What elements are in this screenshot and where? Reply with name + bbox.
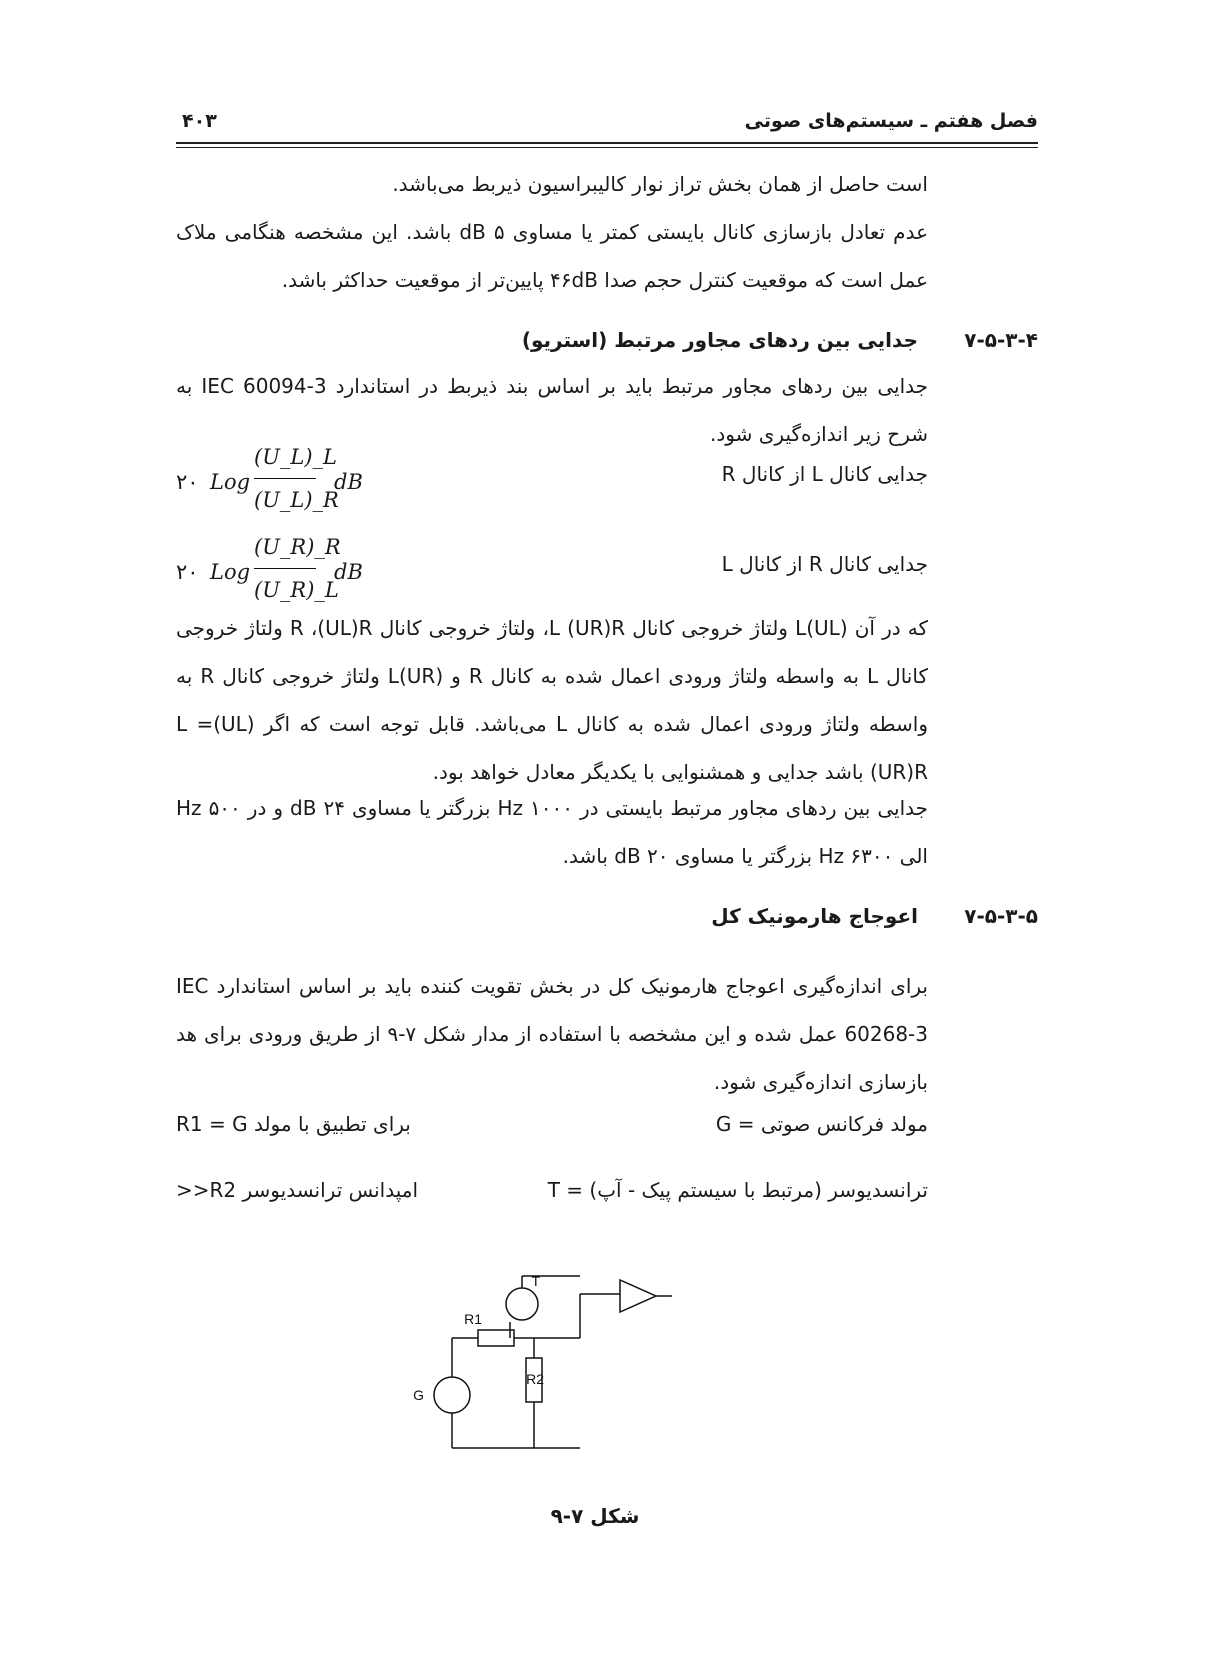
formula-denominator: (U_R)_L — [254, 578, 339, 602]
legend-r1: برای تطبیق با مولد R1 = G — [176, 1112, 411, 1136]
separation-label-R: جدایی کانال R از کانال L — [721, 552, 928, 576]
page-number: ۴۰۳ — [182, 110, 217, 132]
legend-t: ترانسدیوسر (مرتبط با سیستم پیک - آپ) = T — [547, 1178, 928, 1202]
page-header — [176, 104, 1038, 152]
section-heading-5 — [176, 894, 1038, 938]
section-title: جدایی بین ردهای مجاور مرتبط (استریو) — [521, 328, 918, 352]
header-rule — [176, 142, 1038, 144]
legend-g: مولد فرکانس صوتی = G — [715, 1112, 928, 1136]
formula-unit: dB — [334, 470, 363, 494]
section-4-para-3: جدایی بین ردهای مجاور مرتبط بایستی در ۱۰۰۰ Hz بزرگتر یا مساوی ۲۴ dB و در ۵۰۰ Hz الی ۶۳۰۰ Hz بزرگتر یا مساوی ۲۰ dB باشد. — [176, 796, 929, 868]
section-heading-4 — [176, 318, 1038, 362]
separation-label-L: جدایی کانال L از کانال R — [721, 462, 928, 486]
intro-line-2: عدم تعادل بازسازی کانال بایستی کمتر یا مساوی dB ۵ باشد. این مشخصه هنگامی ملاک عمل است که موقعیت کنترل حجم صدا ۴۶dB پایین‌تر از موقعیت حداکثر باشد. — [176, 220, 929, 292]
formula-unit: dB — [334, 560, 363, 584]
formula-fraction — [254, 530, 341, 607]
formula-log: Log — [210, 470, 251, 494]
section-5-para-1: برای اندازه‌گیری اعوجاج هارمونیک کل در بخش تقویت کننده باید بر اساس استاندارد IEC 60268-3 عمل شده و این مشخصه با استفاده از مدار شکل ۷-۹ از طریق ورودی برای هد بازسازی اندازه‌گیری شود. — [176, 974, 929, 1094]
formula-coefficient: ۲۰ — [176, 560, 199, 584]
amplifier-symbol — [620, 1280, 656, 1312]
formula-numerator: (U_R)_R — [254, 535, 341, 559]
fraction-bar — [254, 568, 316, 569]
label-g: G — [413, 1387, 424, 1403]
label-r1: R1 — [464, 1311, 482, 1327]
section-number: ۷-۵-۳-۴ — [964, 328, 1038, 352]
legend-r2: امپدانس ترانسدیوسر R2<< — [176, 1178, 419, 1202]
formula-coefficient: ۲۰ — [176, 470, 199, 494]
chapter-title: فصل هفتم ـ سیستم‌های صوتی — [744, 110, 1038, 132]
header-rule-thin — [176, 147, 1038, 148]
resistor-r1 — [478, 1330, 514, 1346]
section-number: ۷-۵-۳-۵ — [964, 904, 1038, 928]
section-4-para-1: جدایی بین ردهای مجاور مرتبط باید بر اساس بند ذیربط در استاندارد IEC 60094-3 به شرح زیر اندازه‌گیری شود. — [176, 374, 929, 446]
intro-line-1: است حاصل از همان بخش تراز نوار کالیبراسیون ذیربط می‌باشد. — [392, 172, 928, 196]
label-r2: R2 — [526, 1371, 544, 1387]
circuit-diagram — [413, 1273, 720, 1490]
formula-fraction — [254, 440, 339, 517]
label-t: T — [531, 1273, 540, 1289]
transducer-symbol — [506, 1288, 538, 1320]
section-title: اعوجاج هارمونیک کل — [711, 904, 918, 928]
formula-denominator: (U_L)_R — [254, 488, 339, 512]
figure-caption: شکل ۷-۹ — [550, 1504, 640, 1528]
section-4-para-2: که در آن (UL)L ولتاژ خروجی کانال L (UR)R، ولتاژ خروجی کانال R ،(UL)R ولتاژ خروجی کانال L به واسطه ولتاژ ورودی اعمال شده به کانال R و (UR)L ولتاژ خروجی کانال R به واسطه ولتاژ ورودی اعمال شده به کانال L می‌باشد. قابل توجه است که اگر (UL)L = (UR)R باشد جدایی و همشنوایی با یکدیگر معادل خواهد بود. — [176, 616, 929, 784]
formula-log: Log — [210, 560, 251, 584]
generator-symbol — [434, 1377, 470, 1413]
intro-text — [176, 160, 928, 304]
formula-numerator: (U_L)_L — [254, 445, 337, 469]
fraction-bar — [254, 478, 316, 479]
